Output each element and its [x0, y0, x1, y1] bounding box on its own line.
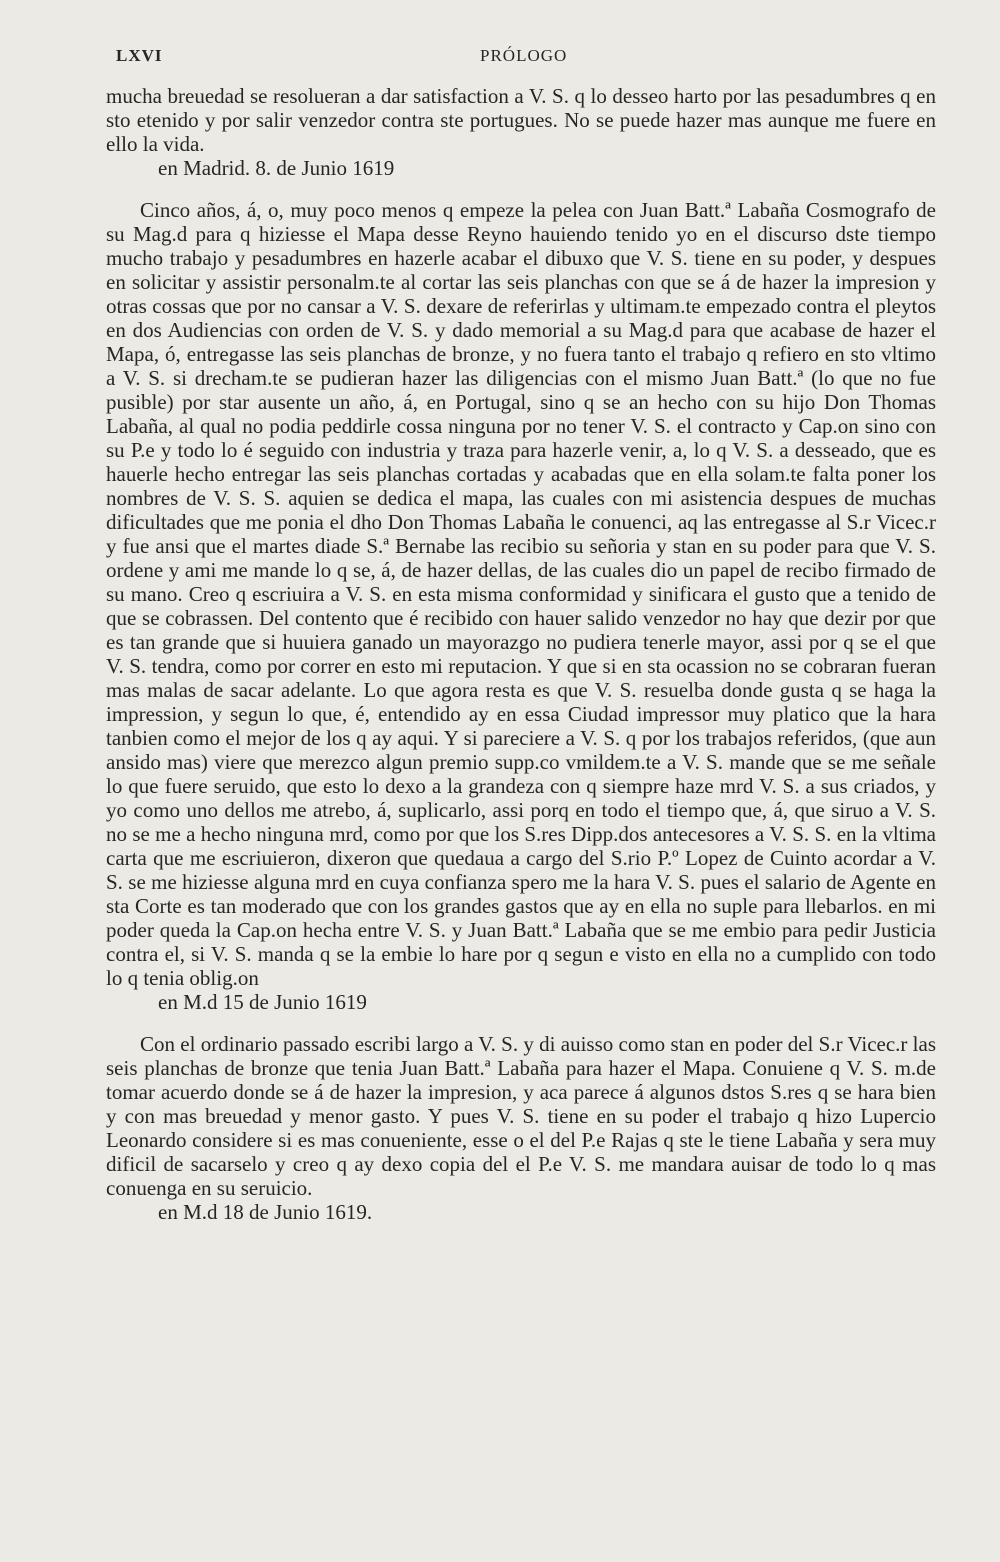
letter-3-dateline: en M.d 18 de Junio 1619. — [158, 1200, 373, 1224]
section-gap — [106, 180, 936, 198]
running-title: PRÓLOGO — [480, 46, 568, 65]
section-gap — [106, 1014, 936, 1032]
letter-1-body: mucha breuedad se resolueran a dar satisfaction a V. S. q lo desseo harto por las pesadumbres q en sto etenido y por salir venzedor contra ste portugues. No se puede hazer mas aunque me fuere en ello la vida. — [106, 84, 936, 156]
letters-text — [106, 84, 936, 1224]
letter-2-body: Cinco años, á, o, muy poco menos q empeze la pelea con Juan Batt.ª Labaña Cosmografo de su Mag.d para q hiziesse el Mapa desse Reyno hauiendo tenido yo en el discurso dste tiempo mucho trabajo y pesadumbres en hazerle acabar el dibuxo que V. S. tiene en su poder, y despues en solicitar y assistir personalm.te al cortar las seis planchas con que se á de hazer la impresion y otras cossas que por no cansar a V. S. dexare de referirlas y ultimam.te empezado contra el pleytos en dos Audiencias con orden de V. S. y dado memorial a su Mag.d para que acabase de hazer el Mapa, ó, entregasse las seis planchas de bronze, y no fuera tanto el trabajo q refiero en sto vltimo a V. S. si drecham.te se pudieran hazer las diligencias con el mismo Juan Batt.ª (lo que no fue pusible) por star ausente un año, á, en Portugal, sino q se an hecho con su hijo Don Thomas Labaña, al qual no podia peddirle cossa ninguna por no tener V. S. el contracto y Cap.on sino con su P.e y todo lo é seguido con industria y traza para hazerle venir, a, lo q V. S. a desseado, que es hauerle hecho entregar las seis planchas cortadas y acabadas que en ella solam.te falta poner los nombres de V. S. S. aquien se dedica el mapa, las cuales con mi asistencia despues de muchas dificultades que me ponia el dho Don Thomas Labaña le conuenci, aq las entregasse al S.r Vicec.r y fue ansi que el martes diade S.ª Bernabe las recibio su señoria y stan en su poder para que V. S. ordene y ami me mande lo q se, á, de hazer dellas, de las cuales dio un papel de recibo firmado de su mano. Creo q escriuira a V. S. en esta misma conformidad y sinificara el gusto que a tenido de que se cobrassen. Del contento que é recibido con hauer salido venzedor no hay que dezir por que es tan grande que si huuiera ganado un mayorazgo no pudiera tenerle mayor, assi por q se el que V. S. tendra, como por correr en esto mi reputacion. Y que si en sta ocassion no se cobraran fueran mas malas de sacar adelante. Lo que agora resta es que V. S. resuelba donde gusta q se haga la impression, y segun lo que, é, entendido ay en essa Ciudad impressor muy platico que la hara tanbien como el mejor de los q ay aqui. Y si pareciere a V. S. q por los trabajos referidos, (que aun ansido mas) viere que merezco algun premio supp.co vmildem.te a V. S. mande que se me señale lo que fuere seruido, que esto lo dexo a la grandeza con q siempre haze mrd V. S. a sus criados, y yo como uno dellos me atrebo, á, suplicarlo, assi porq en todo el tiempo que, á, que siruo a V. S. no se me a hecho ninguna mrd, como por que los S.res Dipp.dos antecesores a V. S. S. en la vltima carta que me escriuieron, dixeron que quedaua a cargo del S.rio P.º Lopez de Cuinto acordar a V. S. se me hiziesse alguna mrd en cuya confianza spero me la hara V. S. pues el salario de Agente en sta Corte es tan moderado que con los grandes gastos que ay en ella no suple para llebarlos. en mi poder queda la Cap.on hecha entre V. S. y Juan Batt.ª Labaña que se me embio para pedir Justicia contra el, si V. S. manda q se la embie lo hare por q segun e visto en ella no a cumplido con todo lo q tenia oblig.on — [106, 198, 936, 990]
letter-2-dateline: en M.d 15 de Junio 1619 — [158, 990, 367, 1014]
page-number: LXVI — [116, 46, 163, 65]
letter-3-body: Con el ordinario passado escribi largo a V. S. y di auisso como stan en poder del S.r Vicec.r las seis planchas de bronze que tenia Juan Batt.ª Labaña para hazer el Mapa. Conuiene q V. S. m.de tomar acuerdo donde se á de hazer la impresion, y aca parece á algunos dstos S.res q se hara bien y con mas breuedad y menor gasto. Y pues V. S. tiene en su poder el trabajo q hizo Lupercio Leonardo considere si es mas conueniente, esse o el del P.e Rajas q ste le tiene Labaña y sera muy dificil de sacarselo y creo q ay dexo copia del el P.e V. S. me mandara auisar de todo lo q mas conuenga en su seruicio. — [106, 1032, 936, 1200]
running-head — [0, 46, 1000, 76]
letter-1-dateline: en Madrid. 8. de Junio 1619 — [158, 156, 395, 180]
